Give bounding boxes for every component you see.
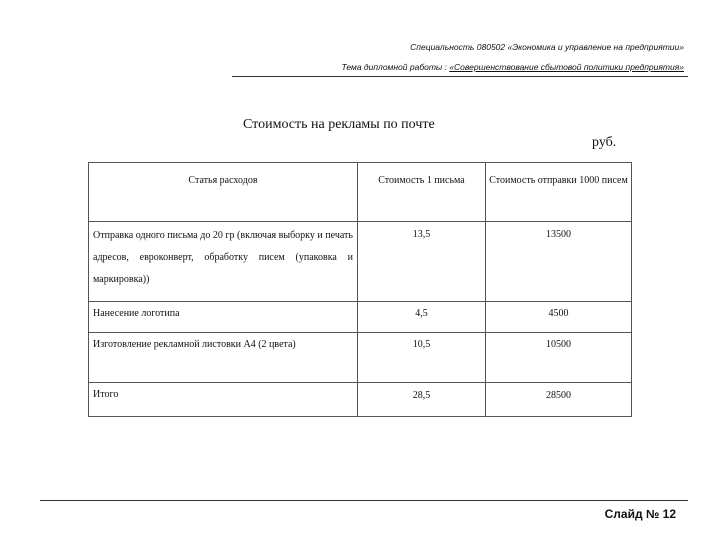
table-total-row: [89, 383, 632, 417]
header-divider: [232, 76, 688, 77]
column-header-cost-one: Стоимость 1 письма: [358, 163, 486, 222]
currency-unit: руб.: [592, 135, 617, 150]
header-topic-name: «Совершенствование сбытовой политики предприятия»: [449, 62, 684, 72]
header-specialty: Специальность 080502 «Экономика и управление на предприятии»: [410, 42, 684, 52]
total-label: Итого: [89, 383, 358, 417]
total-cost-one-value: 28,5: [358, 383, 486, 417]
column-header-cost-1000: Стоимость отправки 1000 писем: [486, 163, 632, 222]
expense-label: Нанесение логотипа: [89, 302, 358, 333]
table-row: [89, 333, 632, 383]
cost-one-value: 13,5: [358, 222, 486, 302]
cost-one-value: 10,5: [358, 333, 486, 383]
slide-number: Слайд № 12: [604, 507, 676, 521]
cost-1000-value: 10500: [486, 333, 632, 383]
column-header-expense: Статья расходов: [89, 163, 358, 222]
table-title: Стоимость на рекламы по почте: [243, 117, 435, 132]
table-row: [89, 302, 632, 333]
table-row: [89, 222, 632, 302]
expense-label: Отправка одного письма до 20 гр (включая выборку и печать адресов, евроконверт, обработку писем (упаковка и маркировка)): [89, 222, 358, 302]
footer-divider: [40, 500, 688, 501]
expense-label: Изготовление рекламной листовки А4 (2 цвета): [89, 333, 358, 383]
header-thesis-topic: [341, 62, 684, 72]
table-header-row: [89, 163, 632, 222]
cost-1000-value: 13500: [486, 222, 632, 302]
total-cost-1000-value: 28500: [486, 383, 632, 417]
cost-1000-value: 4500: [486, 302, 632, 333]
header-topic-prefix: Тема дипломной работы :: [341, 62, 450, 72]
cost-one-value: 4,5: [358, 302, 486, 333]
cost-table: [88, 162, 632, 417]
